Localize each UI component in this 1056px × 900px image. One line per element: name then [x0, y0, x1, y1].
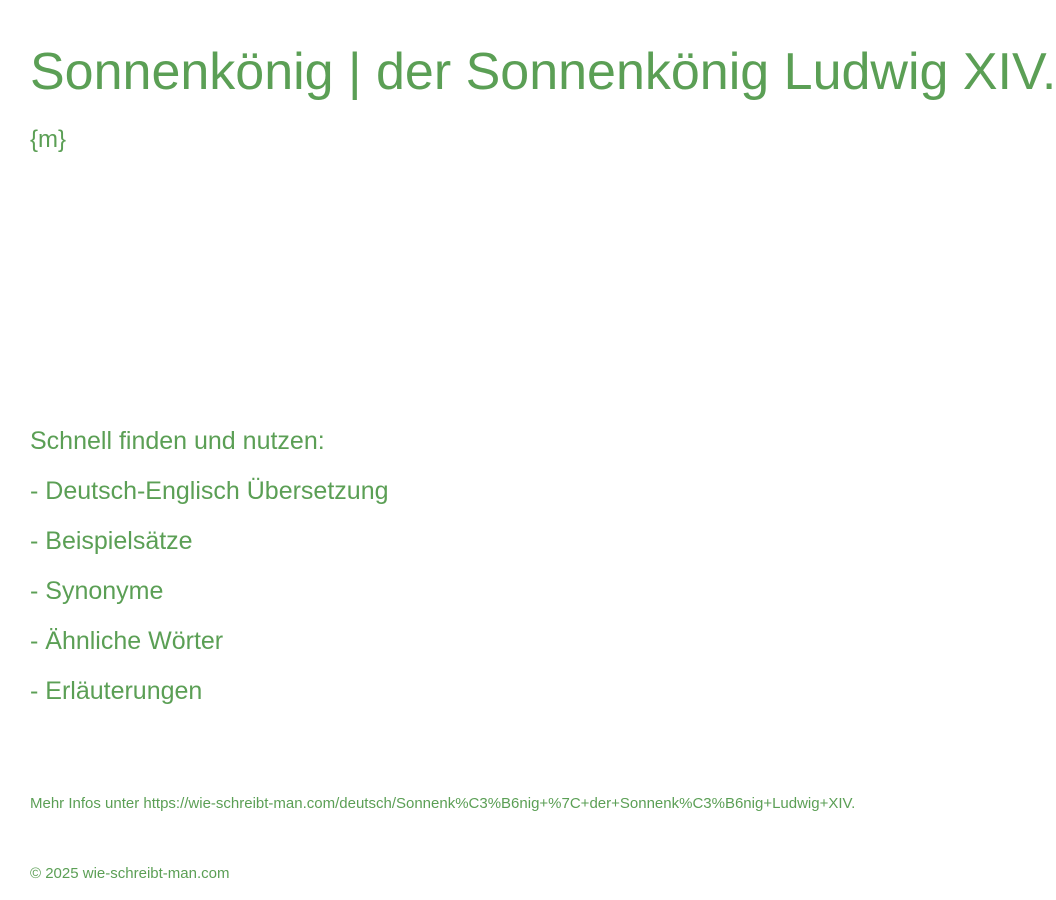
- gender-label: {m}: [30, 126, 67, 153]
- feature-item-explanations: - Erläuterungen: [30, 677, 203, 705]
- more-info-text: Mehr Infos unter https://wie-schreibt-man.com/deutsch/Sonnenk%C3%B6nig+%7C+der+Sonnenk%C3%B6nig+Ludwig+XIV.: [30, 795, 856, 812]
- feature-list-heading: Schnell finden und nutzen:: [30, 427, 325, 455]
- copyright-text: © 2025 wie-schreibt-man.com: [30, 865, 230, 882]
- feature-item-translation: - Deutsch-Englisch Übersetzung: [30, 477, 389, 505]
- feature-item-example-sentences: - Beispielsätze: [30, 527, 193, 555]
- feature-item-synonyms: - Synonyme: [30, 577, 164, 605]
- feature-item-similar-words: - Ähnliche Wörter: [30, 627, 224, 655]
- page-title: Sonnenkönig | der Sonnenkönig Ludwig XIV.: [30, 43, 1056, 101]
- feature-list: [30, 424, 389, 724]
